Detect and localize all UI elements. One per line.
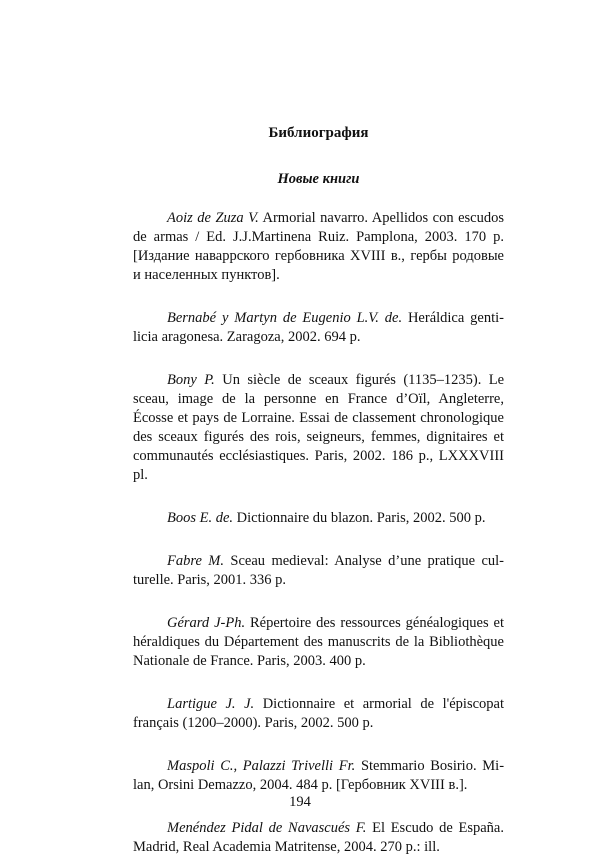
- bibliography-entry: [133, 819, 504, 857]
- bibliography-entry: [133, 757, 504, 795]
- bibliography-entry: [133, 509, 504, 528]
- entry-text: Un siècle de sceaux figurés (1135–1235). Le sceau, image de la personne en France d’Oïl, Angleterre, Écosse et pays de Lorraine. Essai de classement chronologique des sceaux figurés des rois, seigneurs, femmes, dignitaires et communautés ecclésiastiques. Paris, 2002. 186 p., LXXXVIII pl.: [133, 372, 505, 483]
- entry-text: Sceau medieval: Analyse d’une pratique culturelle. Paris, 2001. 336 p.: [133, 553, 505, 588]
- entry-text: Stemmario Bosirio. Milan, Orsini Demazzo, 2004. 484 p. [Гербовник XVIII в.].: [133, 758, 505, 793]
- entry-author: Bony P.: [167, 372, 215, 388]
- entry-author: Maspoli C., Palazzi Trivelli Fr.: [167, 758, 356, 774]
- bibliography-entry: [133, 371, 504, 485]
- entry-author: Fabre M.: [167, 553, 225, 569]
- bibliography-entry: [133, 552, 504, 590]
- page-title: Библиография: [268, 125, 369, 141]
- entry-author: Lartigue J. J.: [167, 696, 255, 712]
- bibliography-entry: [133, 209, 504, 285]
- entry-text: Heráldica gentilicia aragonesa. Zaragoza, 2002. 694 p.: [133, 310, 505, 345]
- entry-text: Dictionnaire du blazon. Paris, 2002. 500 p.: [236, 510, 486, 526]
- bibliography-entry: [133, 309, 504, 347]
- entry-author: Aoiz de Zuza V.: [167, 210, 259, 226]
- entry-author: Boos E. de.: [167, 510, 234, 526]
- bibliography-list: [133, 209, 504, 857]
- entry-author: Gérard J-Ph.: [167, 615, 246, 631]
- page-number: 194: [289, 794, 311, 810]
- bibliography-entry: [133, 695, 504, 733]
- entry-text: El Escudo de España. Madrid, Real Academia Matritense, 2004. 270 p.: ill.: [133, 820, 504, 855]
- entry-author: Bernabé y Martyn de Eugenio L.V. de.: [167, 310, 403, 326]
- section-heading: Новые книги: [277, 171, 360, 187]
- entry-text: Dictionnaire et armorial de l'épiscopat français (1200–2000). Paris, 2002. 500 p.: [133, 696, 504, 731]
- bibliography-entry: [133, 614, 504, 671]
- entry-author: Menéndez Pidal de Navascués F.: [167, 820, 367, 836]
- entry-text: Répertoire des ressources généalogiques et héraldiques du Département des manuscrits de la Bibliothèque Nationale de France. Paris, 2003. 400 p.: [133, 615, 504, 669]
- entry-text: Armorial navarro. Apellidos con escudos de armas / Ed. J.J.Martinena Ruiz. Pamplona, 2003. 170 p. [Издание наваррского гербовника XVIII в., гербы родовые и населенных пунктов].: [133, 210, 504, 283]
